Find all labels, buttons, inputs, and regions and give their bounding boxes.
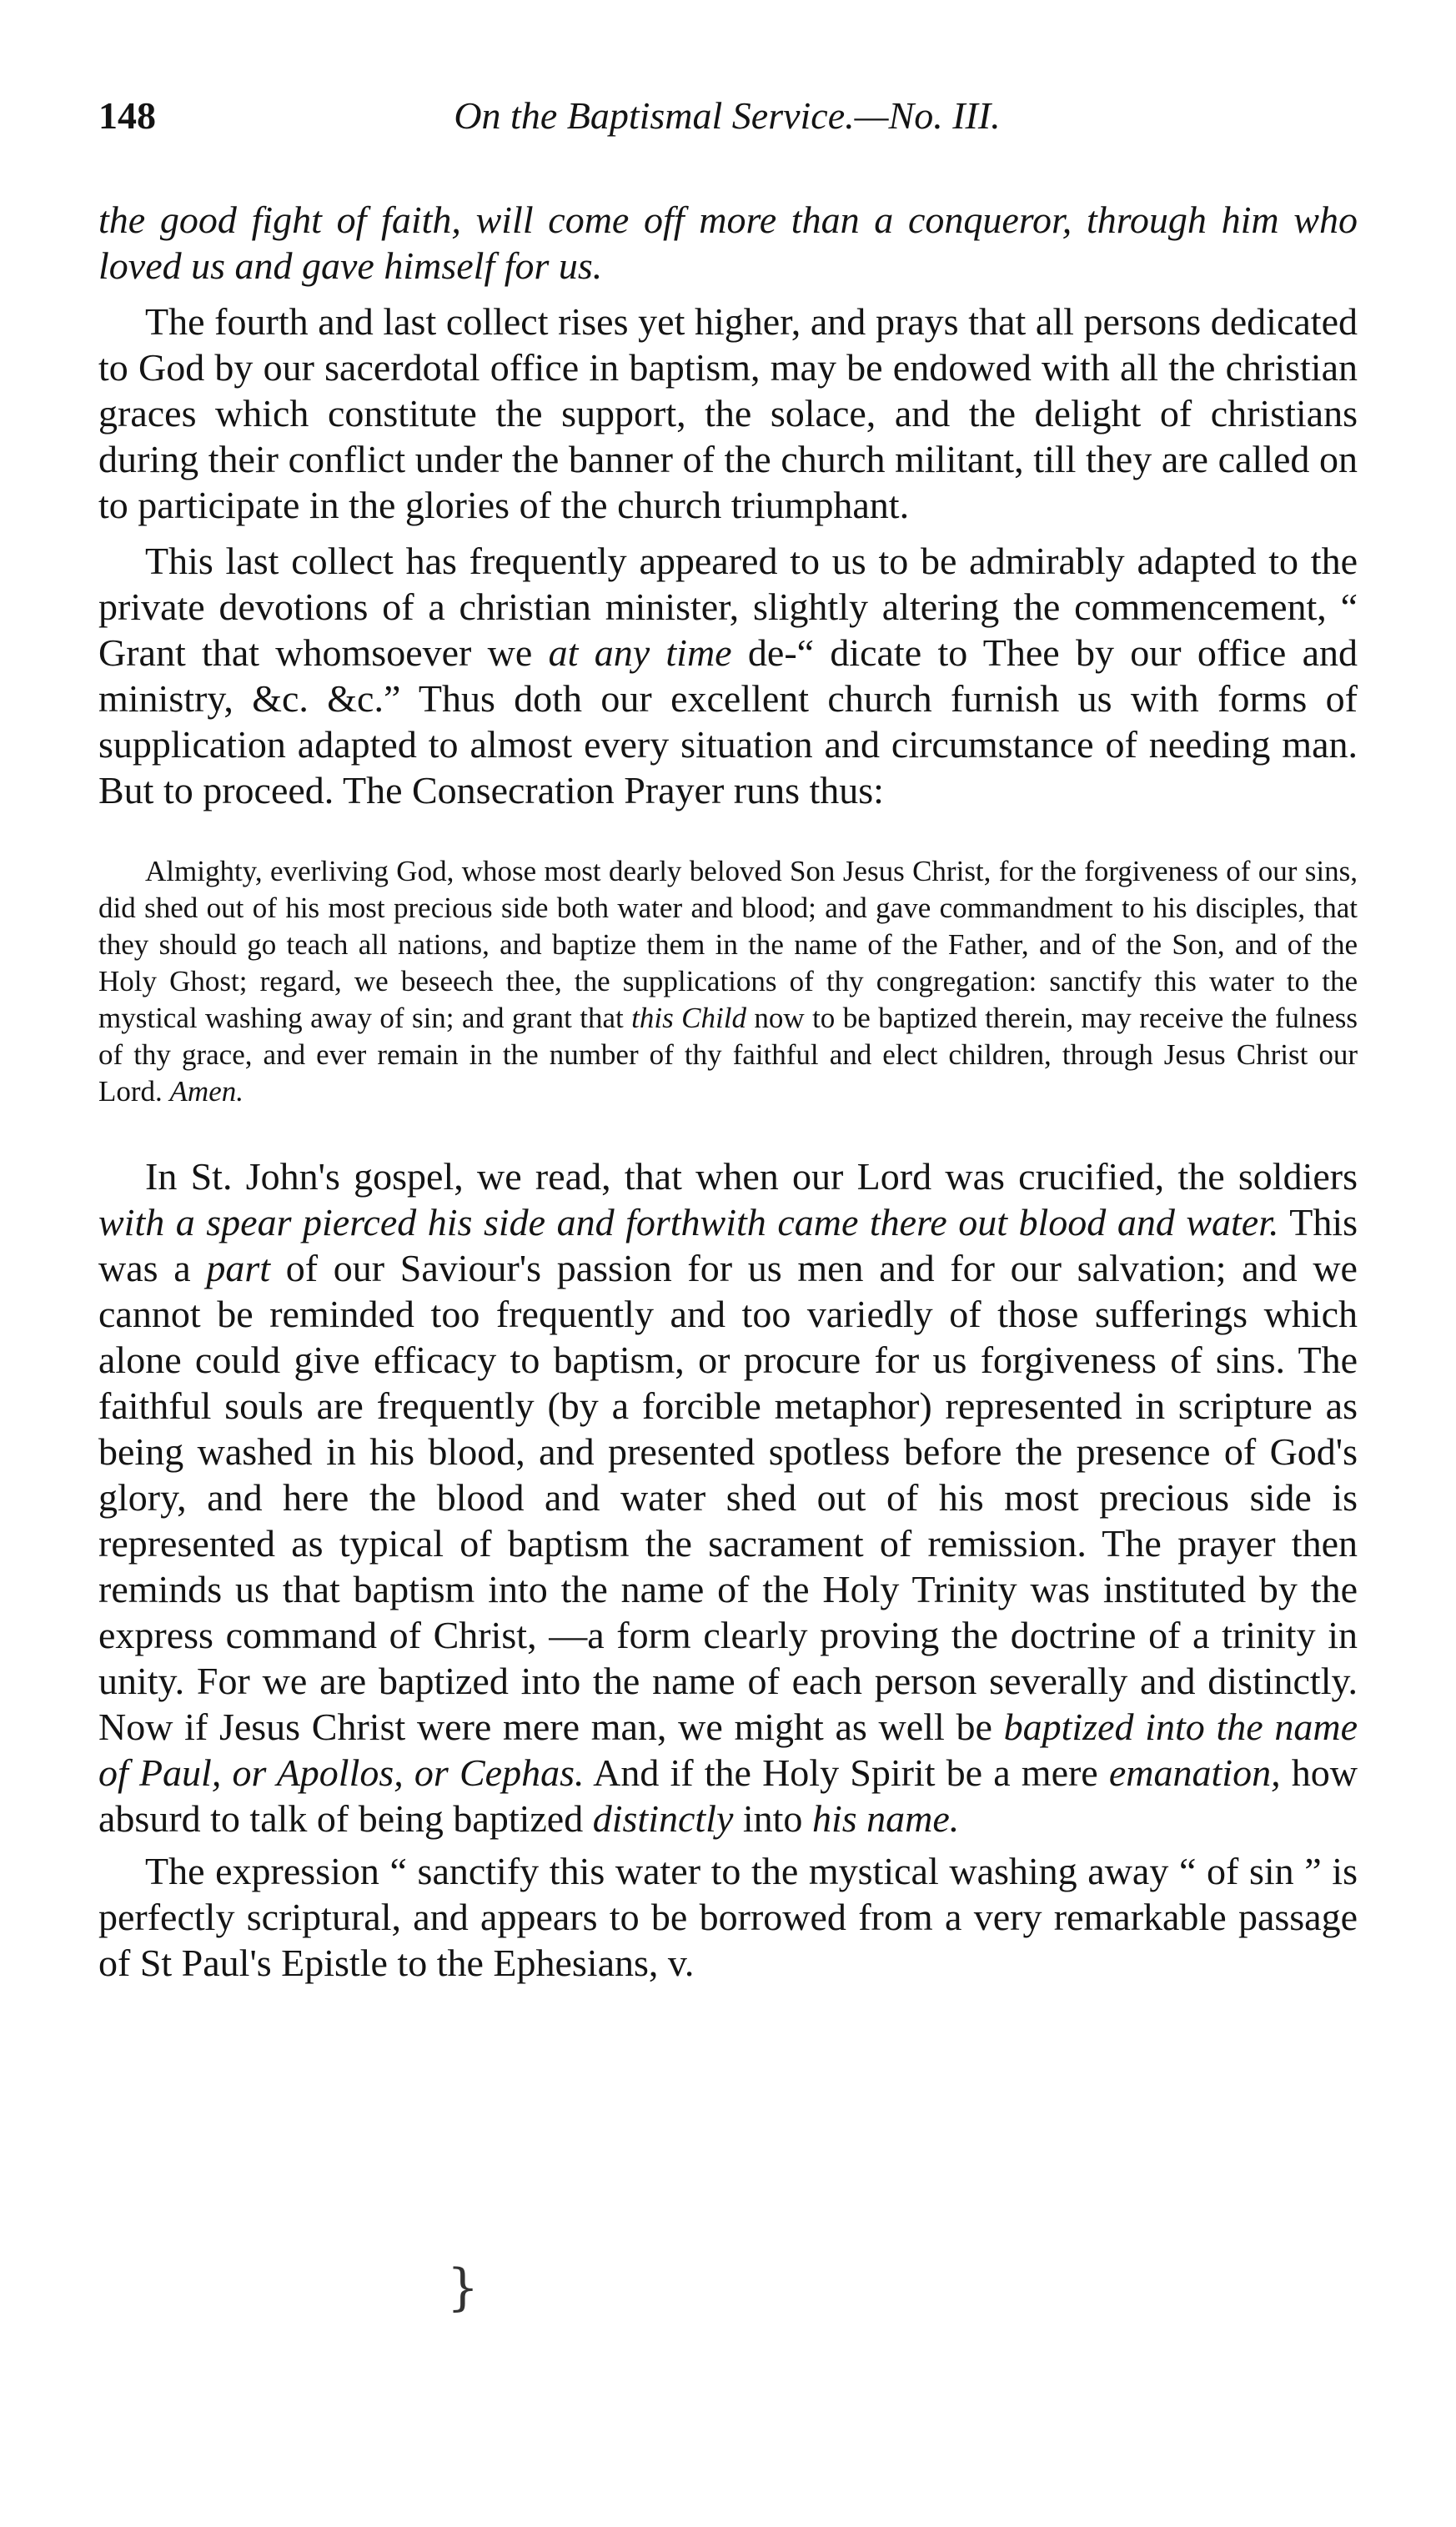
page-header [98, 93, 1356, 147]
prayer-amen: Amen. [169, 1075, 244, 1108]
prayer-italic: this Child [631, 1002, 746, 1034]
page-number: 148 [98, 94, 156, 137]
paragraph-3-segment: of our Saviour's passion for us men and for our salvation; and we cannot be reminded too frequently and too variedly of those sufferings which alone could give efficacy to baptism, or procure for us forgiveness of sins. The faithful souls are frequently (by a forcible metaphor) represented in scripture as being washed in his blood, and presented spotless before the presence of God's glory, and here the blood and water shed out of his most precious side is represented as typical of baptism the sacrament of remission. The prayer then reminds us that baptism into the name of the Holy Trinity was instituted by the express command of Christ, —a form clearly proving the doctrine of a trinity in unity. For we are baptized into the name of each person severally and distinctly. Now if Jesus Christ were mere man, we might as well be [98, 1247, 1358, 1748]
paragraph-3-segment: This was a [98, 1201, 1358, 1289]
paragraph-2-text-a: This last collect has frequently appeared to us to be admirably adapted to the private devotions of a christian minister, slightly altering the commencement, “ Grant that whomsoever we [98, 540, 1358, 674]
paragraph-3-segment: And if the Holy Spirit be a mere [584, 1751, 1109, 1794]
paragraph-3-segment: with a spear pierced his side and forthwith came there out blood and water. [98, 1201, 1279, 1243]
continuation-text: the good fight of faith, will come off more than a conqueror, through him who loved us and gave himself for us. [98, 198, 1358, 287]
paragraph-3-segment: In St. John's gospel, we read, that when our Lord was crucified, the soldiers [145, 1155, 1358, 1198]
paragraph-3-segment: part [206, 1247, 271, 1289]
paragraph-st-john [98, 1153, 1358, 1841]
paragraph-3-segment: distinctly [592, 1797, 734, 1840]
running-title: On the Baptismal Service.—No. III. [454, 94, 1001, 137]
page-body [98, 197, 1358, 1992]
consecration-prayer [98, 853, 1358, 1110]
paragraph-last-collect [98, 538, 1358, 813]
paragraph-fourth-collect: The fourth and last collect rises yet higher, and prays that all persons dedicated to God by our sacerdotal office in baptism, may be endowed with all the christian graces which constitute the support, the solace, and the delight of christians during their conflict under the banner of the church militant, till they are called on to participate in the glories of the church triumphant. [98, 300, 1358, 526]
paragraph-3-segment: emanation, [1108, 1751, 1281, 1794]
prayer-text-a: Almighty, everliving God, whose most dearly beloved Son Jesus Christ, for the forgiveness of our sins, did shed out of his most precious side both water and blood; and gave commandment to his disciples, that they should go teach all nations, and baptize them in the name of the Father, and of the Son, and of the Holy Ghost; regard, we beseech thee, the supplications of thy congregation: sanctify this water to the mystical washing away of sin; and grant that [98, 855, 1358, 1034]
body-section-2 [98, 1153, 1358, 1986]
paragraph-expression: The expression “ sanctify this water to the mystical washing away “ of sin ” is perfectly scriptural, and appears to be borrowed from a very remarkable passage of St Paul's Epistle to the Ephesians, v. [98, 1850, 1358, 1984]
paragraph-2-text-b: de-“ dicate to Thee by our office and ministry, &c. &c.” Thus doth our excellent church furnish us with forms of supplication adapted to almost every situation and circumstance of needing man. But to proceed. The Consecration Prayer runs thus: [98, 631, 1358, 811]
paragraph-2-italic: at any time [548, 631, 732, 674]
prayer-text-b: now to be baptized therein, may receive the fulness of thy grace, and ever remain in the number of thy faithful and elect children, through Jesus Christ our Lord. [98, 1002, 1358, 1108]
paragraph-3-segment: baptized into the name of Paul, or Apollos, or Cephas. [98, 1706, 1358, 1794]
paragraph-3-segment: into [733, 1797, 812, 1840]
margin-mark: } [447, 2258, 479, 2317]
paragraph-3-segment: how absurd to talk of being baptized [98, 1751, 1358, 1840]
paragraph-3-segment: his name. [811, 1797, 960, 1840]
